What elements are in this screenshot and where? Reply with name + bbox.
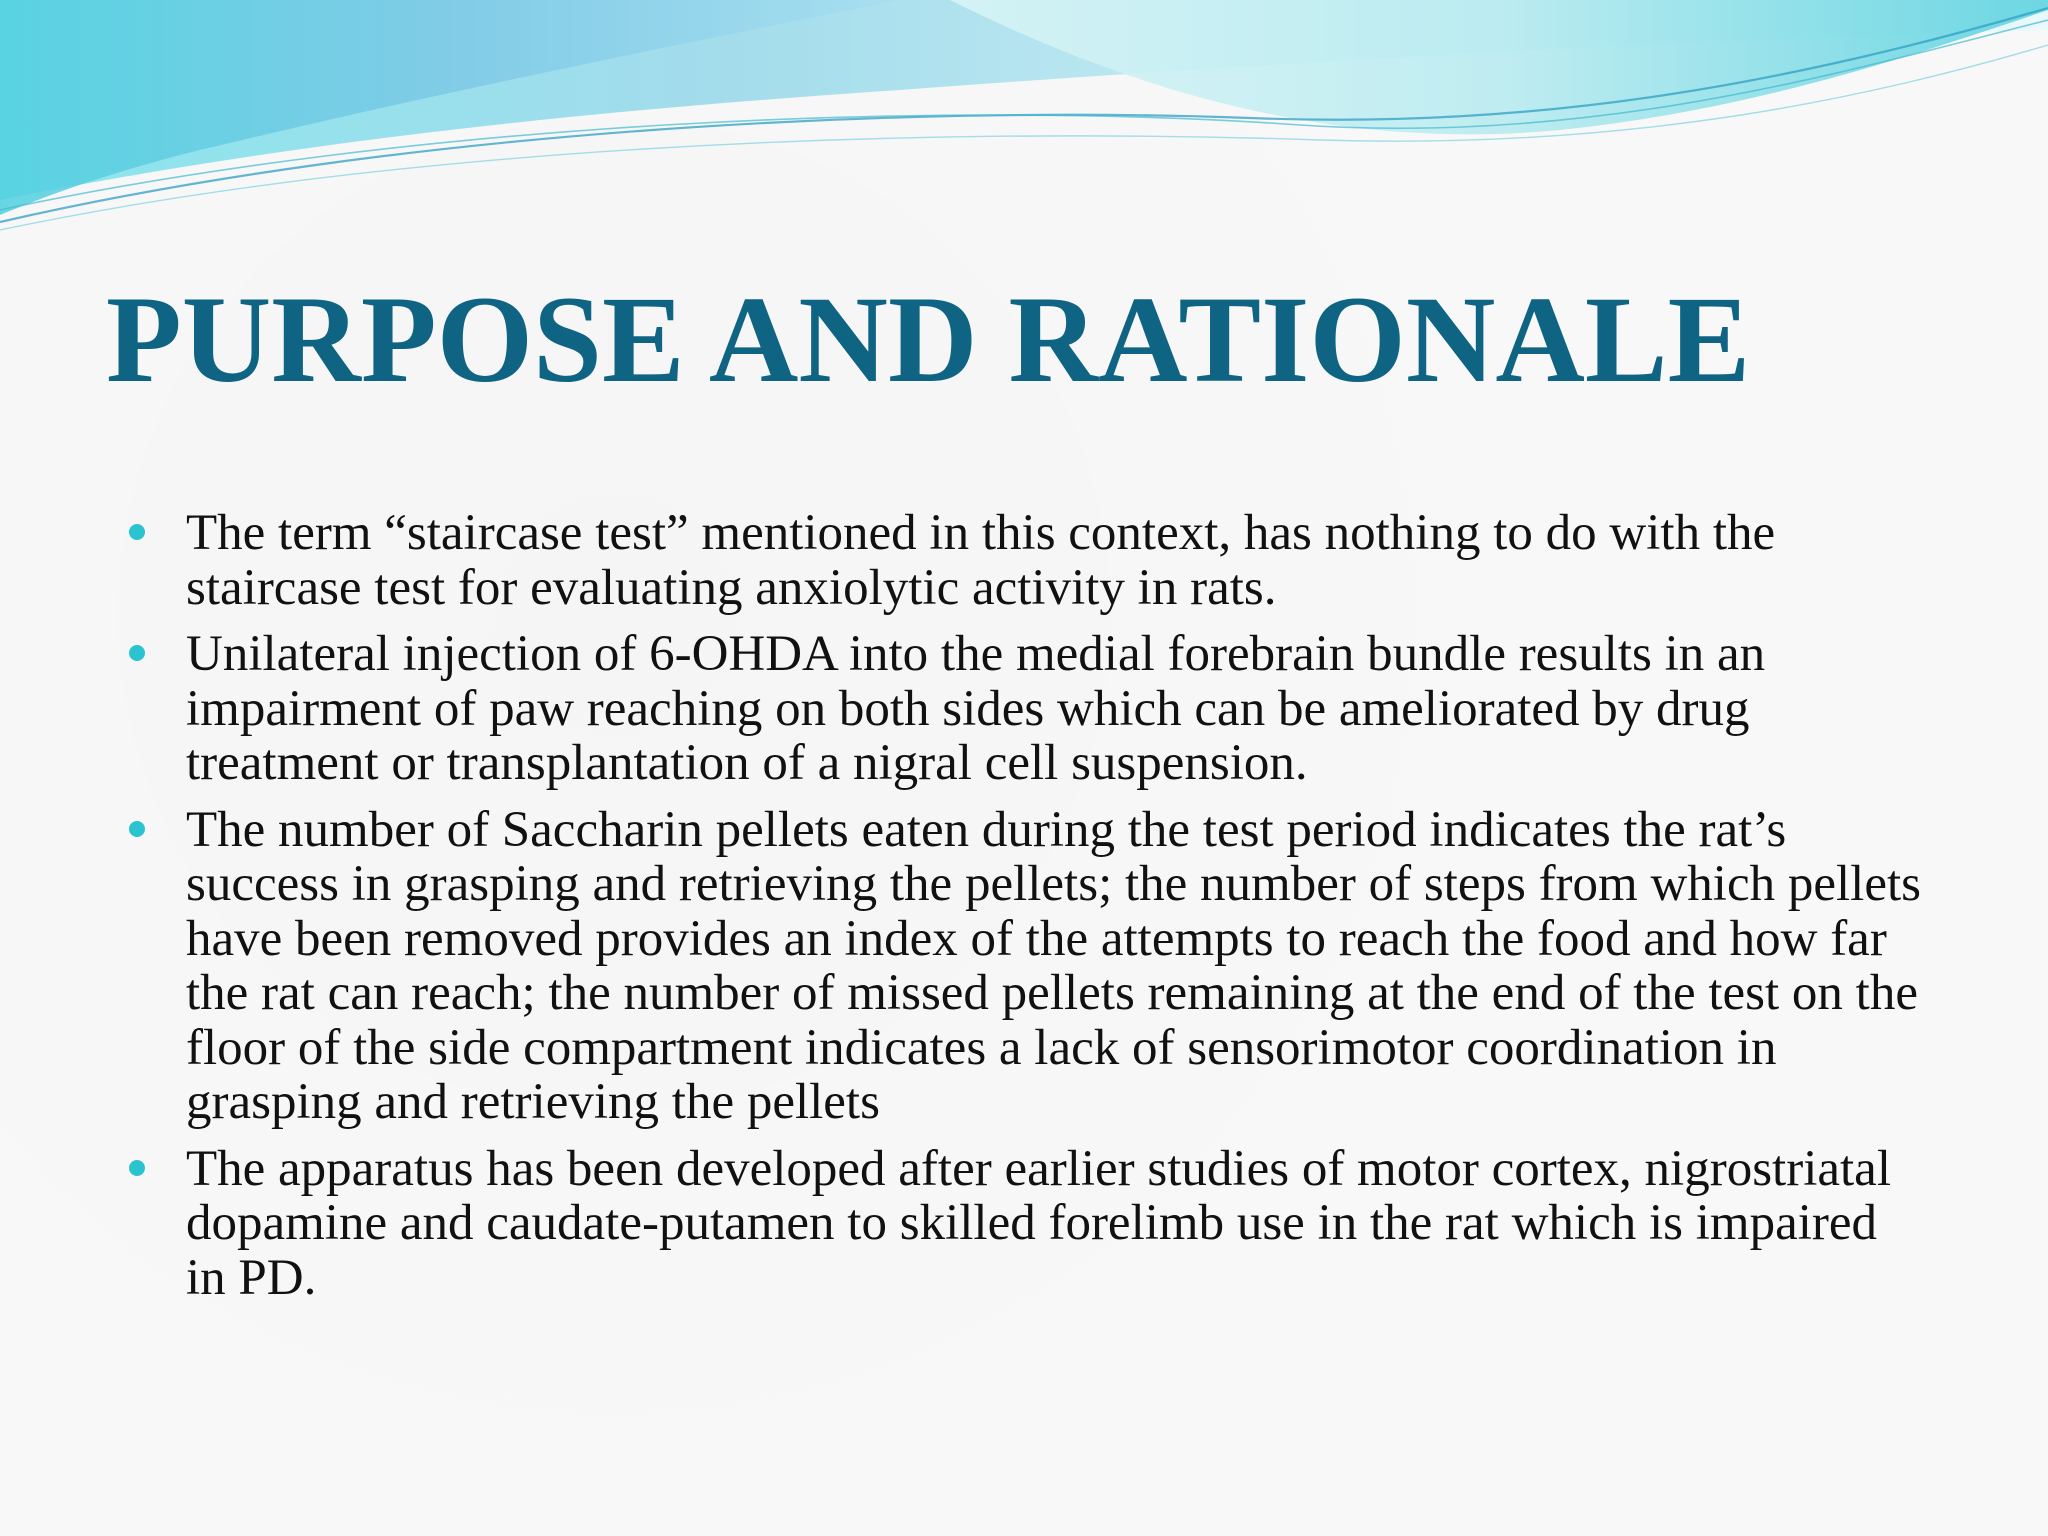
list-item	[126, 803, 1926, 1130]
bullet-list	[126, 506, 1926, 1317]
slide-title: PURPOSE AND RATIONALE	[106, 271, 1751, 408]
bullet-dot-icon	[129, 1160, 145, 1176]
list-item	[126, 506, 1926, 615]
bullet-dot-icon	[129, 821, 145, 837]
bullet-text: Unilateral injection of 6-OHDA into the medial forebrain bundle results in an impairment of paw reaching on both sides which can be ameliorated by drug treatment or transplantation of a nigral cell suspension.	[186, 626, 1766, 791]
header-wave-decoration	[0, 0, 2048, 240]
bullet-text: The number of Saccharin pellets eaten during the test period indicates the rat’s success in grasping and retrieving the pellets; the number of steps from which pellets have been removed provides an index of the attempts to reach the food and how far the rat can reach; the number of missed pellets remaining at the end of the test on the floor of the side compartment indicates a lack of sensorimotor coordination in grasping and retrieving the pellets	[186, 801, 1921, 1130]
bullet-dot-icon	[129, 645, 145, 661]
list-item	[126, 627, 1926, 791]
bullet-text: The term “staircase test” mentioned in this context, has nothing to do with the staircase test for evaluating anxiolytic activity in rats.	[186, 505, 1776, 616]
list-item	[126, 1142, 1926, 1306]
bullet-text: The apparatus has been developed after earlier studies of motor cortex, nigrostriatal dopamine and caudate-putamen to skilled forelimb use in the rat which is impaired in PD.	[186, 1140, 1891, 1306]
bullet-dot-icon	[129, 524, 145, 540]
